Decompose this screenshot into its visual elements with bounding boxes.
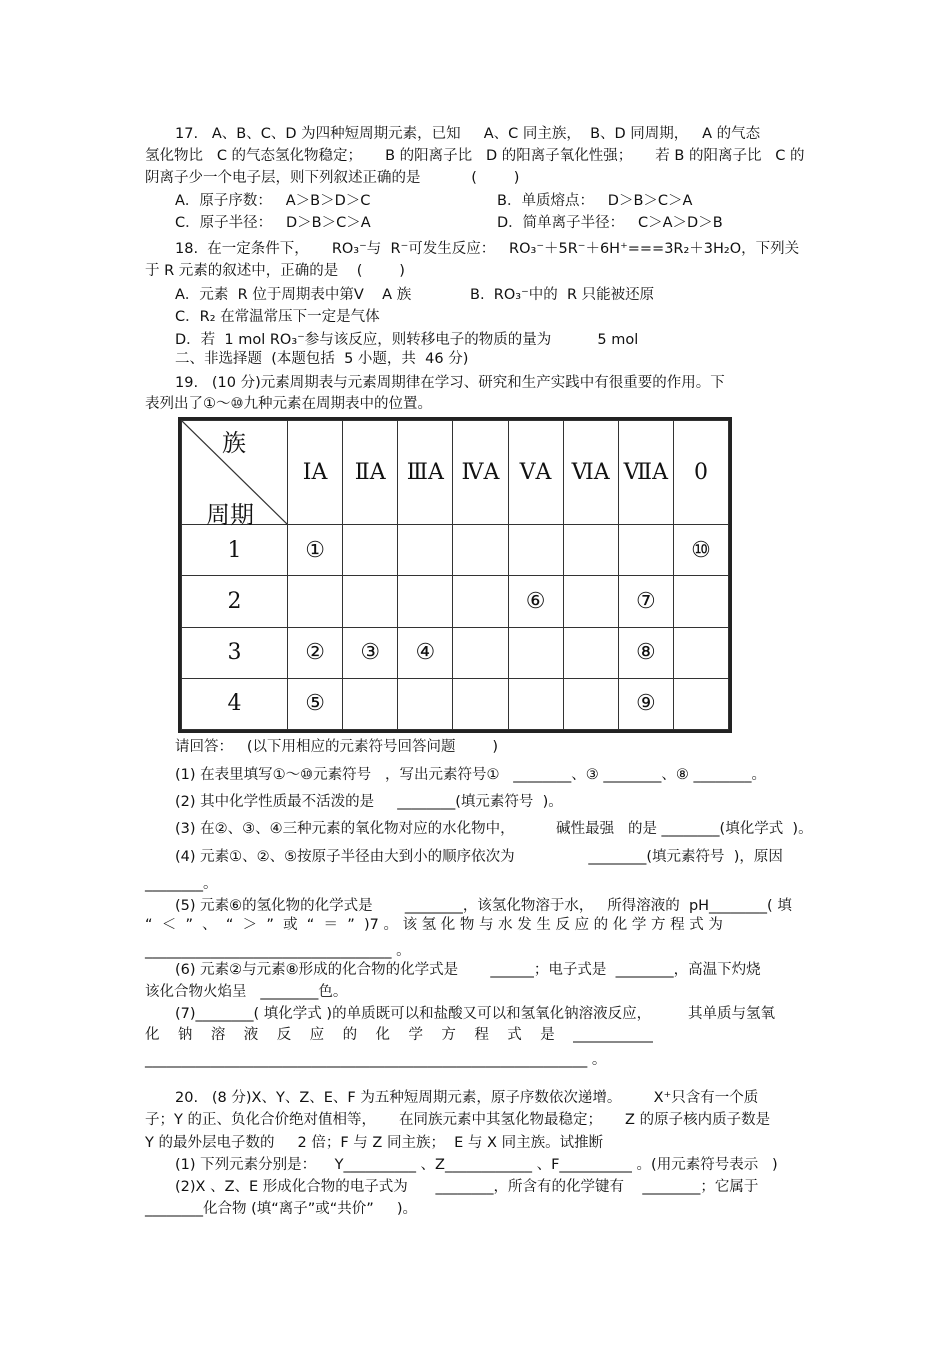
element-cell: ⑩ [673,525,728,576]
q19-part5-line3: __________________________________ 。 [145,943,411,959]
element-cell: ⑧ [618,627,673,678]
element-cell [398,576,453,627]
q19-line2: 表列出了①～⑩九种元素在周期表中的位置。 [145,396,432,412]
q19-part7-line1: (7)________( 填化学式 )的单质既可以和盐酸又可以和氢氧化钠溶液反应， 其单质与氢氧 [175,1006,775,1022]
group-header: ⅠA [288,421,343,525]
element-cell: ④ [398,627,453,678]
element-cell: ② [288,627,343,678]
element-cell [563,576,618,627]
element-cell: ③ [343,627,398,678]
element-cell: ① [288,525,343,576]
corner-group-label: 族 [222,429,246,457]
element-cell [398,525,453,576]
group-header: ⅦA [618,421,673,525]
element-cell [673,576,728,627]
corner-period-label: 周期 [206,501,254,529]
element-cell [563,627,618,678]
q18-option-c: C．R₂ 在常温常压下一定是气体 [175,309,380,325]
periodic-table [178,417,732,733]
group-header: ⅢA [398,421,453,525]
q17-option-a: A．原子序数： A＞B＞D＞C [175,193,371,209]
element-cell [508,627,563,678]
q17-line3: 阴离子少一个电子层，则下列叙述正确的是 ( ) [145,170,520,186]
element-cell [673,627,728,678]
element-cell [618,525,673,576]
q19-part7-line2: 化 钠 溶 液 反 应 的 化 学 方 程 式 是 ___________ [145,1027,653,1043]
table-row [182,678,729,729]
table-row [182,627,729,678]
q18-option-a: A．元素 R 位于周期表中第Ⅴ A 族 [175,287,412,303]
q19-line1: 19. (10 分)元素周期表与元素周期律在学习、研究和生产实践中有很重要的作用。下 [175,375,725,391]
q18-option-b: B. RO₃⁻中的 R 只能被还原 [470,287,655,303]
element-cell [673,678,728,729]
q18-line1: 18. 在一定条件下， RO₃⁻与 R⁻可发生反应： RO₃⁻＋5R⁻＋6H⁺===3R₂＋3H₂O，下列关 [175,241,800,257]
q18-option-d: D．若 1 mol RO₃⁻参与该反应，则转移电子的物质的量为 5 mol [175,332,639,348]
q20-line1: 20. (8 分)X、Y、Z、E、F 为五种短周期元素，原子序数依次递增。 X⁺只含有一个质 [175,1090,759,1106]
element-cell [453,525,508,576]
q17-line2: 氢化物比 C 的气态氢化物稳定； B 的阳离子比 D 的阳离子氧化性强； 若 B 的阳离子比 C 的 [145,148,805,164]
q20-part2-cont: ________化合物 (填“离子”或“共价” )。 [145,1201,418,1217]
element-cell: ⑤ [288,678,343,729]
table-corner [182,421,288,529]
q18-line2: 于 R 元素的叙述中，正确的是 ( ) [145,263,405,279]
element-cell [453,576,508,627]
element-cell [398,678,453,729]
element-cell [343,678,398,729]
element-cell [508,678,563,729]
q20-line2: 子；Y 的正、负化合价绝对值相等， 在同族元素中其氢化物最稳定； Z 的原子核内质子数是 [145,1112,771,1128]
q20-part1: (1) 下列元素分别是： Y__________ 、Z____________ 、F__________ 。(用元素符号表示 ) [175,1157,778,1173]
element-cell: ⑦ [618,576,673,627]
element-cell [563,678,618,729]
group-header: ⅡA [343,421,398,525]
q17-line1: 17. A、B、C、D 为四种短周期元素，已知 A、C 同主族， B、D 同周期， A 的气态 [175,126,761,142]
q20-line3: Y 的最外层电子数的 2 倍；F 与 Z 同主族； E 与 X 同主族。试推断 [145,1135,604,1151]
q19-part2: (2) 其中化学性质最不活泼的是 ________(填元素符号 )。 [175,794,563,810]
q19-part7-line3: _____________________________________________________________ 。 [145,1052,607,1068]
q17-option-b: B．单质熔点： D＞B＞C＞A [497,193,693,209]
period-label: 1 [182,525,288,576]
element-cell [343,525,398,576]
period-label: 4 [182,678,288,729]
element-cell: ⑨ [618,678,673,729]
group-header: ⅣA [453,421,508,525]
group-header: ⅤA [508,421,563,525]
q17-option-c: C．原子半径： D＞B＞C＞A [175,215,371,231]
table-row [182,576,729,627]
element-cell [508,525,563,576]
group-header: ⅥA [563,421,618,525]
element-cell [453,678,508,729]
q19-part4: (4) 元素①、②、⑤按原子半径由大到小的顺序依次为 ________(填元素符号 )，原因 [175,849,783,865]
element-cell [343,576,398,627]
element-cell: ⑥ [508,576,563,627]
group-header: 0 [673,421,728,525]
q19-part6-line2: 该化合物火焰呈 ________色。 [145,984,348,1000]
q19-intro: 请回答： (以下用相应的元素符号回答问题 ) [175,739,499,755]
q19-part6-line1: (6) 元素②与元素⑧形成的化合物的化学式是 ______；电子式是 ________，高温下灼烧 [175,962,761,978]
q20-part2: (2)X 、Z、E 形成化合物的电子式为 ________，所含有的化学键有 ________；它属于 [175,1179,759,1195]
element-cell [288,576,343,627]
q19-part4-cont: ________。 [145,876,218,892]
element-cell [563,525,618,576]
period-label: 2 [182,576,288,627]
section-heading: 二、非选择题 (本题包括 5 小题，共 46 分) [175,351,469,367]
q19-part5-line1: (5) 元素⑥的氢化物的化学式是 ________，该氢化物溶于水， 所得溶液的 pH________( 填 [175,898,792,914]
element-cell [453,627,508,678]
q19-part5-line2: “ ＜ ” 、 “ ＞ ” 或 “ ＝ ” )7 。 该 氢 化 物 与 水 发 生 反 应 的 化 学 方 程 式 为 [145,917,723,933]
q19-part1: (1) 在表里填写①～⑩元素符号 ，写出元素符号① ________、③ ________、⑧ ________。 [175,767,767,783]
q17-option-d: D．简单离子半径： C＞A＞D＞B [497,215,723,231]
period-label: 3 [182,627,288,678]
q19-part3: (3) 在②、③、④三种元素的氧化物对应的水化物中， 碱性最强 的是 ________(填化学式 )。 [175,821,813,837]
table-row [182,525,729,576]
